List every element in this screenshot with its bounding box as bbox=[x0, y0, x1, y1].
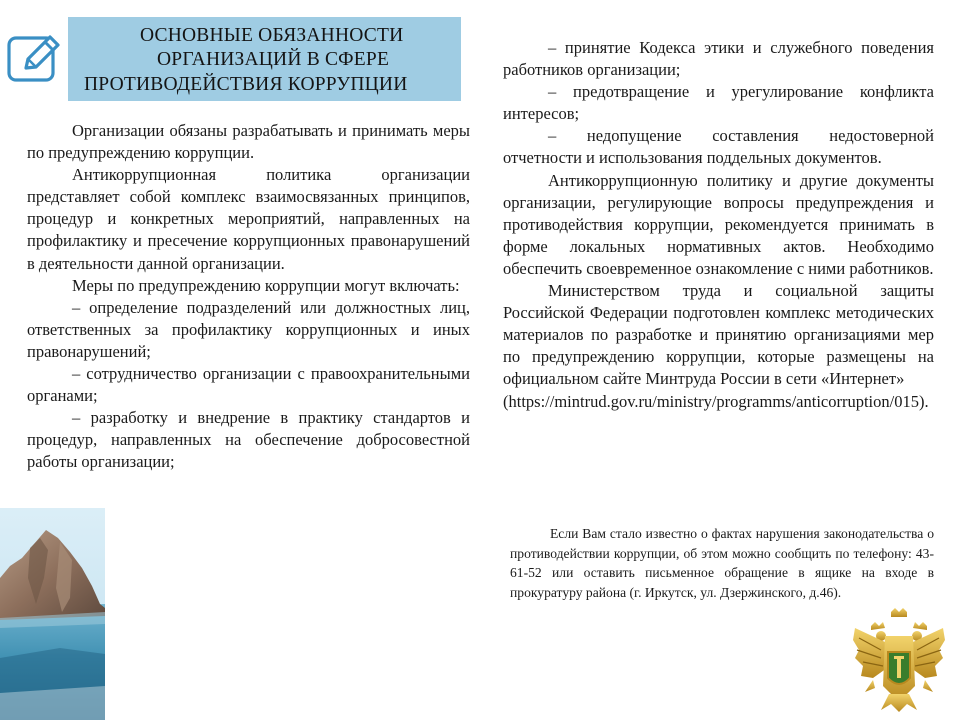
report-notice: Если Вам стало известно о фактах нарушения законодательства о противодействии коррупции, об этом можно сообщить по телефону: 43-61-52 или оставить письменное обращение в ящике на входе в прокуратуру района (г. Иркутск, ул. Дзержинского, д.46). bbox=[510, 526, 934, 600]
paragraph: Министерством труда и социальной защиты Российской Федерации подготовлен комплекс методических материалов по разработке и принятию организациями мер по предупреждению коррупции, которые размещены на официальном сайте Минтруда России в сети «Интернет» bbox=[503, 281, 934, 389]
paragraph: Меры по предупреждению коррупции могут включать: bbox=[72, 275, 460, 295]
title-line-2: ОРГАНИЗАЦИЙ В СФЕРЕ bbox=[157, 49, 390, 70]
list-item: – определение подразделений или должностных лиц, ответственных за профилактику коррупционных и иных правонарушений; bbox=[27, 297, 470, 361]
left-column bbox=[27, 120, 470, 474]
edit-icon bbox=[6, 32, 64, 84]
prosecutor-emblem bbox=[851, 606, 947, 714]
ministry-url[interactable]: (https://mintrud.gov.ru/ministry/programms/anticorruption/015). bbox=[503, 391, 929, 411]
list-item: – сотрудничество организации с правоохранительными органами; bbox=[27, 364, 470, 406]
paragraph: Антикоррупционная политика организации представляет собой комплекс взаимосвязанных принципов, процедур и конкретных мероприятий, направленных на профилактику и пресечение коррупционных правонарушений в деятельности данной организации. bbox=[27, 165, 470, 273]
list-item: – предотвращение и урегулирование конфликта интересов; bbox=[503, 82, 934, 124]
list-item: – недопущение составления недостоверной отчетности и использования поддельных документов. bbox=[503, 126, 934, 168]
title-line-3: ПРОТИВОДЕЙСТВИЯ КОРРУПЦИИ bbox=[84, 74, 408, 95]
paragraph: Антикоррупционную политику и другие документы организации, регулирующие вопросы предупреждения и противодействия коррупции, рекомендуется принимать в форме локальных нормативных актов. Необходимо обеспечить своевременное ознакомление с ними работников. bbox=[503, 170, 934, 278]
paragraph: Организации обязаны разрабатывать и принимать меры по предупреждению коррупции. bbox=[27, 121, 470, 163]
list-item: – принятие Кодекса этики и служебного поведения работников организации; bbox=[503, 38, 934, 80]
title-line-1: ОСНОВНЫЕ ОБЯЗАННОСТИ bbox=[140, 25, 404, 46]
landscape-photo bbox=[0, 508, 105, 720]
right-column bbox=[503, 37, 934, 413]
title-box bbox=[68, 17, 461, 101]
list-item: – разработку и внедрение в практику стандартов и процедур, направленных на обеспечение добросовестной работы организации; bbox=[27, 408, 470, 472]
